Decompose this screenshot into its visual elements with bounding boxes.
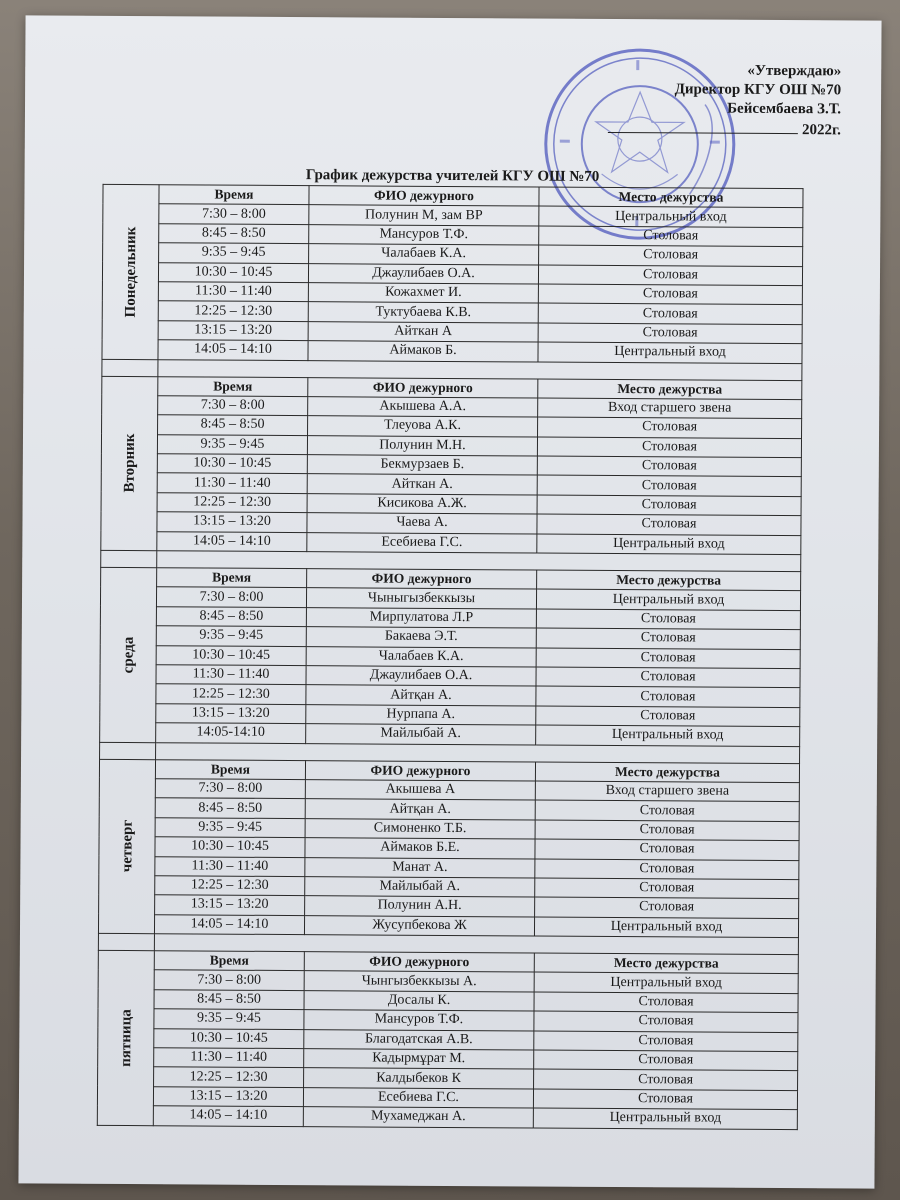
time-cell: 13:15 – 13:20 bbox=[158, 320, 308, 340]
duty-schedule-table bbox=[97, 184, 804, 1130]
name-cell: Манат А. bbox=[305, 857, 535, 878]
place-cell: Центральный вход bbox=[539, 206, 803, 227]
time-cell: 10:30 – 10:45 bbox=[158, 262, 308, 282]
approval-position: Директор КГУ ОШ №70 bbox=[674, 81, 842, 99]
approval-year: 2022г. bbox=[801, 122, 841, 139]
separator-cell bbox=[98, 933, 154, 950]
name-cell: Айтқан А. bbox=[305, 799, 535, 820]
place-cell: Центральный вход bbox=[537, 534, 801, 555]
name-cell: Симоненко Т.Б. bbox=[305, 818, 535, 839]
approval-signatory: Бейсембаева З.Т. bbox=[727, 100, 842, 118]
place-cell: Столовая bbox=[537, 437, 801, 458]
time-cell: 8:45 – 8:50 bbox=[159, 223, 309, 243]
name-header: ФИО дежурного bbox=[307, 569, 537, 590]
name-cell: Есебиева Г.С. bbox=[303, 1087, 533, 1108]
time-cell: 11:30 – 11:40 bbox=[157, 473, 307, 493]
day-cell bbox=[100, 567, 157, 742]
name-cell: Чалабаев К.А. bbox=[309, 244, 539, 265]
place-cell: Столовая bbox=[536, 628, 800, 649]
time-cell: 9:35 – 9:45 bbox=[156, 626, 306, 646]
name-header: ФИО дежурного bbox=[304, 952, 534, 973]
document-title: График дежурства учителей КГУ ОШ №70 bbox=[305, 167, 600, 185]
name-cell: Полунин М, зам ВР bbox=[309, 205, 539, 226]
place-cell: Столовая bbox=[538, 303, 802, 324]
place-cell: Центральный вход bbox=[536, 725, 800, 746]
place-cell: Столовая bbox=[536, 667, 800, 688]
day-cell bbox=[102, 184, 159, 359]
place-cell: Столовая bbox=[538, 265, 802, 286]
place-header: Место дежурства bbox=[534, 953, 798, 974]
name-cell: Айтқан А. bbox=[306, 685, 536, 706]
time-cell: 8:45 – 8:50 bbox=[158, 415, 308, 435]
name-cell: Есебиева Г.С. bbox=[307, 532, 537, 553]
place-cell: Столовая bbox=[534, 1031, 798, 1052]
time-cell: 13:15 – 13:20 bbox=[156, 703, 306, 723]
name-cell: Бакаева Э.Т. bbox=[306, 627, 536, 648]
name-cell: Кисикова А.Ж. bbox=[307, 493, 537, 514]
name-cell: Джаулибаев О.А. bbox=[306, 666, 536, 687]
place-header: Место дежурства bbox=[537, 570, 801, 591]
place-cell: Столовая bbox=[534, 1069, 798, 1090]
name-cell: Майлыбай А. bbox=[305, 877, 535, 898]
name-cell: Мансуров Т.Ф. bbox=[304, 1010, 534, 1031]
time-cell: 12:25 – 12:30 bbox=[155, 876, 305, 896]
time-cell: 11:30 – 11:40 bbox=[155, 856, 305, 876]
time-cell: 10:30 – 10:45 bbox=[155, 837, 305, 857]
place-cell: Столовая bbox=[535, 820, 799, 841]
time-cell: 14:05 – 14:10 bbox=[154, 914, 304, 934]
name-cell: Мирпулатова Л.Р bbox=[306, 607, 536, 628]
place-cell: Столовая bbox=[534, 992, 798, 1013]
approval-heading: «Утверждаю» bbox=[747, 62, 842, 80]
time-cell: 8:45 – 8:50 bbox=[155, 798, 305, 818]
name-cell: Майлыбай А. bbox=[306, 724, 536, 745]
time-cell: 8:45 – 8:50 bbox=[156, 607, 306, 627]
place-cell: Столовая bbox=[534, 1050, 798, 1071]
name-cell: Кожахмет И. bbox=[308, 283, 538, 304]
time-cell: 12:25 – 12:30 bbox=[154, 1067, 304, 1087]
name-cell: Акышева А bbox=[305, 780, 535, 801]
time-header: Время bbox=[157, 568, 307, 588]
name-cell: Калдыбеков К bbox=[304, 1068, 534, 1089]
name-header: ФИО дежурного bbox=[305, 760, 535, 781]
name-header: ФИО дежурного bbox=[309, 186, 539, 207]
name-cell: Аймаков Б.Е. bbox=[305, 838, 535, 859]
time-cell: 14:05 – 14:10 bbox=[158, 340, 308, 360]
place-cell: Столовая bbox=[537, 456, 801, 477]
time-cell: 9:35 – 9:45 bbox=[155, 817, 305, 837]
place-header: Место дежурства bbox=[539, 187, 803, 208]
time-cell: 14:05 – 14:10 bbox=[153, 1106, 303, 1126]
place-cell: Центральный вход bbox=[534, 972, 798, 993]
time-header: Время bbox=[158, 376, 308, 396]
place-cell: Вход старшего звена bbox=[535, 781, 799, 802]
time-cell: 12:25 – 12:30 bbox=[156, 684, 306, 704]
place-cell: Центральный вход bbox=[533, 1108, 797, 1129]
time-cell: 10:30 – 10:45 bbox=[156, 645, 306, 665]
name-cell: Акышева А.А. bbox=[308, 397, 538, 418]
name-cell: Благодатская А.В. bbox=[304, 1029, 534, 1050]
place-cell: Столовая bbox=[536, 648, 800, 669]
place-cell: Столовая bbox=[535, 800, 799, 821]
place-cell: Столовая bbox=[536, 609, 800, 630]
place-cell: Столовая bbox=[538, 284, 802, 305]
time-cell: 12:25 – 12:30 bbox=[158, 301, 308, 321]
name-cell: Джаулибаев О.А. bbox=[308, 263, 538, 284]
name-cell: Мухамеджан А. bbox=[303, 1107, 533, 1128]
time-cell: 9:35 – 9:45 bbox=[154, 1009, 304, 1029]
place-cell: Столовая bbox=[539, 245, 803, 266]
time-header: Время bbox=[159, 185, 309, 205]
time-cell: 14:05 – 14:10 bbox=[157, 531, 307, 551]
name-cell: Бекмурзаев Б. bbox=[307, 455, 537, 476]
name-cell: Мансуров Т.Ф. bbox=[309, 224, 539, 245]
name-cell: Жусупбекова Ж bbox=[304, 915, 534, 936]
time-cell: 7:30 – 8:00 bbox=[158, 396, 308, 416]
day-label: среда bbox=[120, 636, 137, 674]
day-cell bbox=[101, 376, 158, 551]
place-cell: Столовая bbox=[537, 514, 801, 535]
name-cell: Досалы К. bbox=[304, 990, 534, 1011]
time-header: Время bbox=[154, 951, 304, 971]
day-cell bbox=[97, 950, 154, 1125]
place-cell: Столовая bbox=[539, 226, 803, 247]
place-cell: Центральный вход bbox=[536, 589, 800, 610]
name-cell: Чаева А. bbox=[307, 513, 537, 534]
day-label: Понедельник bbox=[122, 226, 139, 318]
name-cell: Тлеуова А.К. bbox=[308, 416, 538, 437]
name-cell: Полунин А.Н. bbox=[305, 896, 535, 917]
time-cell: 13:15 – 13:20 bbox=[153, 1086, 303, 1106]
approval-block bbox=[591, 61, 841, 141]
place-cell: Столовая bbox=[537, 495, 801, 516]
name-cell: Айткан А bbox=[308, 321, 538, 342]
place-cell: Столовая bbox=[536, 686, 800, 707]
time-cell: 11:30 – 11:40 bbox=[158, 282, 308, 302]
place-cell: Столовая bbox=[538, 323, 802, 344]
time-header: Время bbox=[155, 759, 305, 779]
time-cell: 7:30 – 8:00 bbox=[156, 587, 306, 607]
place-cell: Столовая bbox=[537, 475, 801, 496]
day-label: пятница bbox=[117, 1009, 135, 1067]
name-cell: Кадырмұрат М. bbox=[304, 1049, 534, 1070]
time-cell: 13:15 – 13:20 bbox=[157, 512, 307, 532]
place-cell: Столовая bbox=[534, 1011, 798, 1032]
day-cell bbox=[98, 759, 155, 934]
day-label: Вторник bbox=[121, 433, 138, 493]
time-cell: 7:30 – 8:00 bbox=[154, 970, 304, 990]
place-cell: Столовая bbox=[535, 859, 799, 880]
document-page bbox=[18, 15, 881, 1188]
name-cell: Айткан А. bbox=[307, 474, 537, 495]
time-cell: 8:45 – 8:50 bbox=[154, 990, 304, 1010]
place-cell: Столовая bbox=[536, 706, 800, 727]
name-cell: Чалабаев К.А. bbox=[306, 646, 536, 667]
place-cell: Центральный вход bbox=[538, 342, 802, 363]
name-cell: Чынгызбеккызы А. bbox=[304, 971, 534, 992]
place-cell: Столовая bbox=[535, 897, 799, 918]
place-header: Место дежурства bbox=[535, 762, 799, 783]
separator-cell bbox=[100, 742, 156, 759]
table-row bbox=[97, 1106, 797, 1130]
separator-cell bbox=[101, 550, 157, 567]
place-header: Место дежурства bbox=[538, 379, 802, 400]
time-cell: 7:30 – 8:00 bbox=[155, 779, 305, 799]
place-cell: Столовая bbox=[533, 1089, 797, 1110]
time-cell: 9:35 – 9:45 bbox=[157, 434, 307, 454]
time-cell: 12:25 – 12:30 bbox=[157, 493, 307, 513]
name-cell: Полунин М.Н. bbox=[307, 435, 537, 456]
time-cell: 10:30 – 10:45 bbox=[154, 1028, 304, 1048]
time-cell: 14:05-14:10 bbox=[156, 723, 306, 743]
place-cell: Центральный вход bbox=[534, 917, 798, 938]
approval-date-line bbox=[591, 120, 841, 141]
place-cell: Вход старшего звена bbox=[538, 398, 802, 419]
day-label: четверг bbox=[118, 820, 136, 873]
time-cell: 9:35 – 9:45 bbox=[159, 243, 309, 263]
name-cell: Нурпапа А. bbox=[306, 704, 536, 725]
time-cell: 11:30 – 11:40 bbox=[156, 665, 306, 685]
signature-blank-line bbox=[608, 132, 798, 134]
place-cell: Столовая bbox=[535, 839, 799, 860]
name-cell: Аймаков Б. bbox=[308, 341, 538, 362]
place-cell: Столовая bbox=[538, 417, 802, 438]
time-cell: 7:30 – 8:00 bbox=[159, 204, 309, 224]
time-cell: 11:30 – 11:40 bbox=[154, 1048, 304, 1068]
name-cell: Туктубаева К.В. bbox=[308, 302, 538, 323]
separator-cell bbox=[102, 359, 158, 376]
time-cell: 10:30 – 10:45 bbox=[157, 454, 307, 474]
time-cell: 13:15 – 13:20 bbox=[155, 895, 305, 915]
name-cell: Чыныгызбеккызы bbox=[306, 588, 536, 609]
place-cell: Столовая bbox=[535, 878, 799, 899]
name-header: ФИО дежурного bbox=[308, 377, 538, 398]
